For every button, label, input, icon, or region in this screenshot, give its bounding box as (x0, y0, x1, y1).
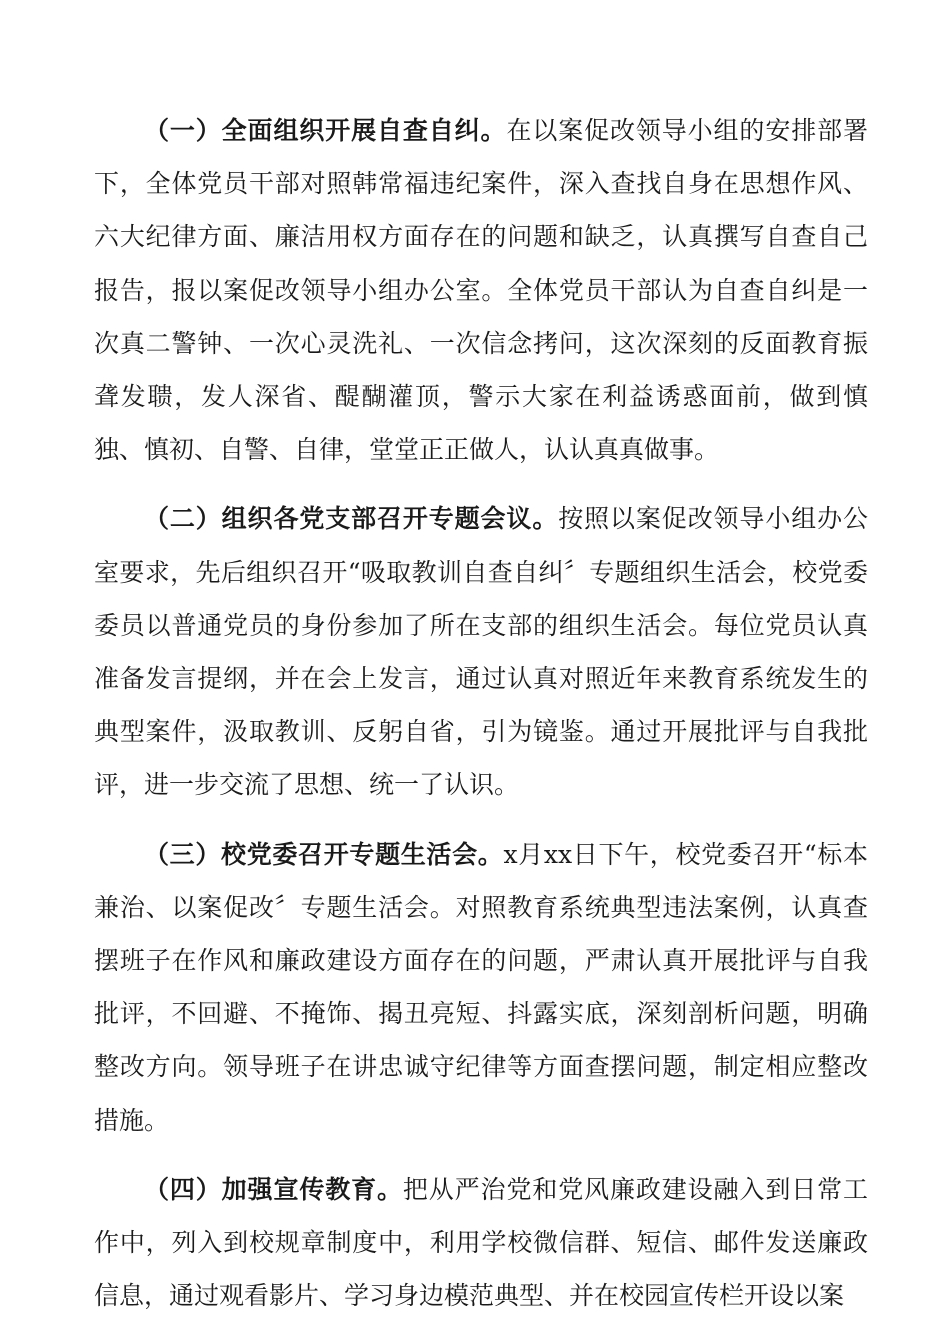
paragraph-branch-meetings (94, 492, 868, 811)
document-page (94, 104, 868, 1338)
paragraph-self-inspection (94, 104, 868, 476)
paragraph-body: 按照以案促改领导小组办公室要求，先后组织召开“吸取教训自查自纠〞专题组织生活会，校党委委员以普通党员的身份参加了所在支部的组织生活会。每位党员认真准备发言提纲，并在会上发言，通过认真对照近年来教育系统发生的典型案件，汲取教训、反躬自省，引为镜鉴。通过开展批评与自我批评，进一步交流了思想、统一了认识。 (94, 504, 868, 800)
paragraph-heading: （三）校党委召开专题生活会。 (144, 839, 504, 869)
paragraph-heading: （一）全面组织开展自查自纠。 (144, 116, 507, 145)
paragraph-body: x月xx日下午，校党委召开“标本兼治、以案促改〞专题生活会。对照教育系统典型违法案例，认真查摆班子在作风和廉政建设方面存在的问题，严肃认真开展批评与自我批评，不回避、不掩饰、揭丑亮短、抖露实底，深刻剖析问题，明确整改方向。领导班子在讲忠诚守纪律等方面查摆问题，制定相应整改措施。 (94, 839, 868, 1135)
paragraph-party-committee-meeting (94, 828, 868, 1147)
paragraph-heading: （二）组织各党支部召开专题会议。 (144, 504, 559, 534)
paragraph-heading: （四）加强宣传教育。 (144, 1174, 403, 1204)
paragraph-publicity-education (94, 1163, 868, 1323)
paragraph-body: 在以案促改领导小组的安排部署下，全体党员干部对照韩常福违纪案件，深入查找自身在思想作风、六大纪律方面、廉洁用权方面存在的问题和缺乏，认真撰写自查自己报告，报以案促改领导小组办公室。全体党员干部认为自查自纠是一次真二警钟、一次心灵洗礼、一次信念拷问，这次深刻的反面教育振聋发聩，发人深省、醍醐灌顶，警示大家在利益诱惑面前，做到慎独、慎初、自警、自律，堂堂正正做人，认认真真做事。 (94, 116, 868, 465)
paragraph-body: 把从严治党和党风廉政建设融入到日常工作中，列入到校规章制度中，利用学校微信群、短信、邮件发送廉政信息，通过观看影片、学习身边模范典型、并在校园宣传栏开设以案 (94, 1174, 868, 1311)
